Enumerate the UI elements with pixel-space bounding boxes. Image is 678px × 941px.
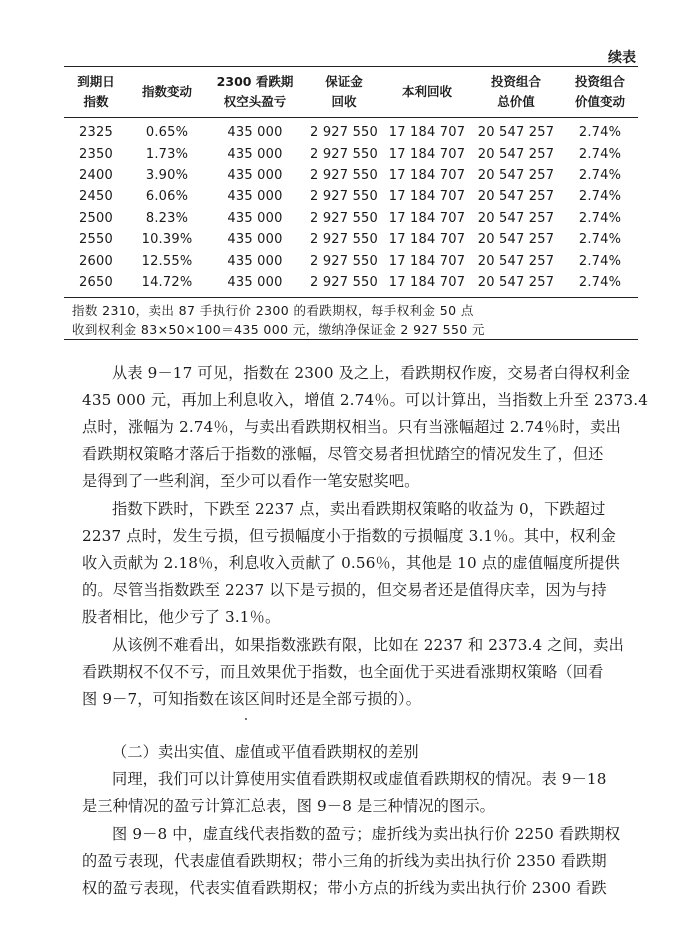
portfolio-change-cell: 2.74% [578,125,622,141]
put-pnl-cell: 435 000 [227,274,283,290]
table-row [64,229,638,250]
principal-interest-cell: 17 184 707 [388,146,466,162]
body-text-line: 收入贡献为 2.18％，利息收入贡献了 0.56％，其他是 10 点的虚值幅度所提供 [82,554,620,572]
table-row [64,165,638,186]
table-row [64,250,638,271]
body-text-line: 的。尽管当指数跌至 2237 以下是亏损的，但交易者还是值得庆幸，因为与持 [82,581,607,599]
body-text-line: 点时，涨幅为 2.74％，与卖出看跌期权相当。只有当涨幅超过 2.74％时，卖出 [82,418,621,436]
principal-interest-cell: 17 184 707 [388,210,466,226]
put-pnl-cell: 435 000 [227,146,283,162]
body-text-line: 图 9－7，可知指数在该区间时还是全部亏损的）。 [82,690,422,708]
principal-interest-cell: 17 184 707 [388,253,466,269]
body-text-line: 是得到了一些利润，至少可以看作一笔安慰奖吧。 [82,472,420,490]
margin-return-cell: 2 927 550 [310,210,378,226]
principal-interest-cell: 17 184 707 [388,232,466,248]
portfolio-value-cell: 20 547 257 [477,210,555,226]
margin-return-cell: 2 927 550 [310,167,378,183]
portfolio-value-cell: 20 547 257 [477,274,555,290]
table-row [64,114,638,143]
expiry-index-cell: 2550 [79,232,113,248]
body-text-line: 指数下跌时，下跌至 2237 点，卖出看跌期权策略的收益为 0，下跌超过 [112,500,606,518]
table-row [64,208,638,229]
body-text-line: 看跌期权策略才落后于指数的涨幅，尽管交易者担忧踏空的情况发生了，但还 [82,445,604,463]
put-pnl-cell: 435 000 [227,253,283,269]
index-change-cell: 0.65% [145,125,189,141]
index-change-cell: 1.73% [145,146,189,162]
expiry-index-cell: 2350 [79,146,113,162]
expiry-index-cell: 2500 [79,210,113,226]
body-text-line: 是三种情况的盈亏计算汇总表，图 9－8 是三种情况的图示。 [82,797,496,815]
body-text-line: 权的盈亏表现，代表实值看跌期权；带小方点的折线为卖出执行价 2300 看跌 [82,879,607,897]
body-text-line: 股者相比，他少亏了 3.1％。 [82,608,281,626]
table-note: 指数 2310，卖出 87 手执行价 2300 的看跌期权，每手权利金 50 点 [72,303,474,318]
table-row [64,143,638,164]
body-text-line: 看跌期权不仅不亏，而且效果优于指数，也全面优于买进看涨期权策略（回看 [82,663,604,681]
portfolio-value-cell: 20 547 257 [477,146,555,162]
principal-interest-cell: 17 184 707 [388,274,466,290]
portfolio-value-cell: 20 547 257 [477,232,555,248]
put-pnl-cell: 435 000 [227,232,283,248]
header-expiry-index: 到期日 指数 [77,74,115,109]
portfolio-value-cell: 20 547 257 [477,253,555,269]
body-text-line: 435 000 元，再加上利息收入，增值 2.74％。可以计算出，当指数上升至 2373.4 [82,391,649,409]
principal-interest-cell: 17 184 707 [388,189,466,205]
expiry-index-cell: 2600 [79,253,113,269]
table-row [64,186,638,207]
index-change-cell: 10.39% [141,232,193,248]
put-pnl-cell: 435 000 [227,167,283,183]
portfolio-change-cell: 2.74% [578,274,622,290]
table-note: 收到权利金 83×50×100＝435 000 元，缴纳净保证金 2 927 550 元 [72,322,485,337]
table-body-rule [64,297,638,298]
margin-return-cell: 2 927 550 [310,146,378,162]
body-text-line: 图 9－8 中，虚直线代表指数的盈亏；虚折线为卖出执行价 2250 看跌期权 [112,825,621,843]
body-text-line: 2237 点时，发生亏损，但亏损幅度小于指数的亏损幅度 3.1％。其中，权利金 [82,527,616,545]
portfolio-change-cell: 2.74% [578,167,622,183]
index-change-cell: 3.90% [145,167,189,183]
expiry-index-cell: 2325 [79,125,113,141]
table-bottom-rule [64,339,638,340]
put-pnl-cell: 435 000 [227,210,283,226]
body-text-line: 的盈亏表现，代表虚值看跌期权；带小三角的折线为卖出执行价 2350 看跌期 [82,852,607,870]
portfolio-value-cell: 20 547 257 [477,189,555,205]
table-row [64,272,638,293]
portfolio-value-cell: 20 547 257 [477,167,555,183]
stray-print-dot [245,718,247,720]
put-option-table [64,70,638,293]
portfolio-value-cell: 20 547 257 [477,125,555,141]
body-text-line: 同理，我们可以计算使用实值看跌期权或虚值看跌期权的情况。表 9－18 [112,770,607,788]
header-principal-interest: 本利回收 [401,84,452,99]
body-text-line: 从表 9－17 可见，指数在 2300 及之上，看跌期权作废，交易者白得权利金 [112,364,631,382]
margin-return-cell: 2 927 550 [310,189,378,205]
portfolio-change-cell: 2.74% [578,232,622,248]
margin-return-cell: 2 927 550 [310,253,378,269]
expiry-index-cell: 2650 [79,274,113,290]
portfolio-change-cell: 2.74% [578,210,622,226]
continued-table-label: 续表 [608,50,636,66]
portfolio-change-cell: 2.74% [578,253,622,269]
margin-return-cell: 2 927 550 [310,125,378,141]
index-change-cell: 8.23% [145,210,189,226]
index-change-cell: 14.72% [141,274,193,290]
margin-return-cell: 2 927 550 [310,232,378,248]
header-portfolio-change: 投资组合 价值变动 [574,74,625,109]
header-put-short-pnl: 2300 看跌期 权空头盈亏 [216,74,294,109]
body-text-line: 从该例不难看出，如果指数涨跌有限，比如在 2237 和 2373.4 之间，卖出 [112,636,624,654]
expiry-index-cell: 2450 [79,189,113,205]
principal-interest-cell: 17 184 707 [388,167,466,183]
put-pnl-cell: 435 000 [227,189,283,205]
header-index-change: 指数变动 [141,84,192,99]
portfolio-change-cell: 2.74% [578,146,622,162]
section-heading: （二）卖出实值、虚值或平值看跌期权的差别 [112,743,419,761]
portfolio-change-cell: 2.74% [578,189,622,205]
table-top-rule [64,66,638,67]
principal-interest-cell: 17 184 707 [388,125,466,141]
index-change-cell: 12.55% [141,253,193,269]
index-change-cell: 6.06% [145,189,189,205]
put-pnl-cell: 435 000 [227,125,283,141]
table-header-row [64,70,638,114]
expiry-index-cell: 2400 [79,167,113,183]
header-margin-return: 保证金 回收 [325,74,363,109]
margin-return-cell: 2 927 550 [310,274,378,290]
header-portfolio-value: 投资组合 总价值 [490,74,541,109]
